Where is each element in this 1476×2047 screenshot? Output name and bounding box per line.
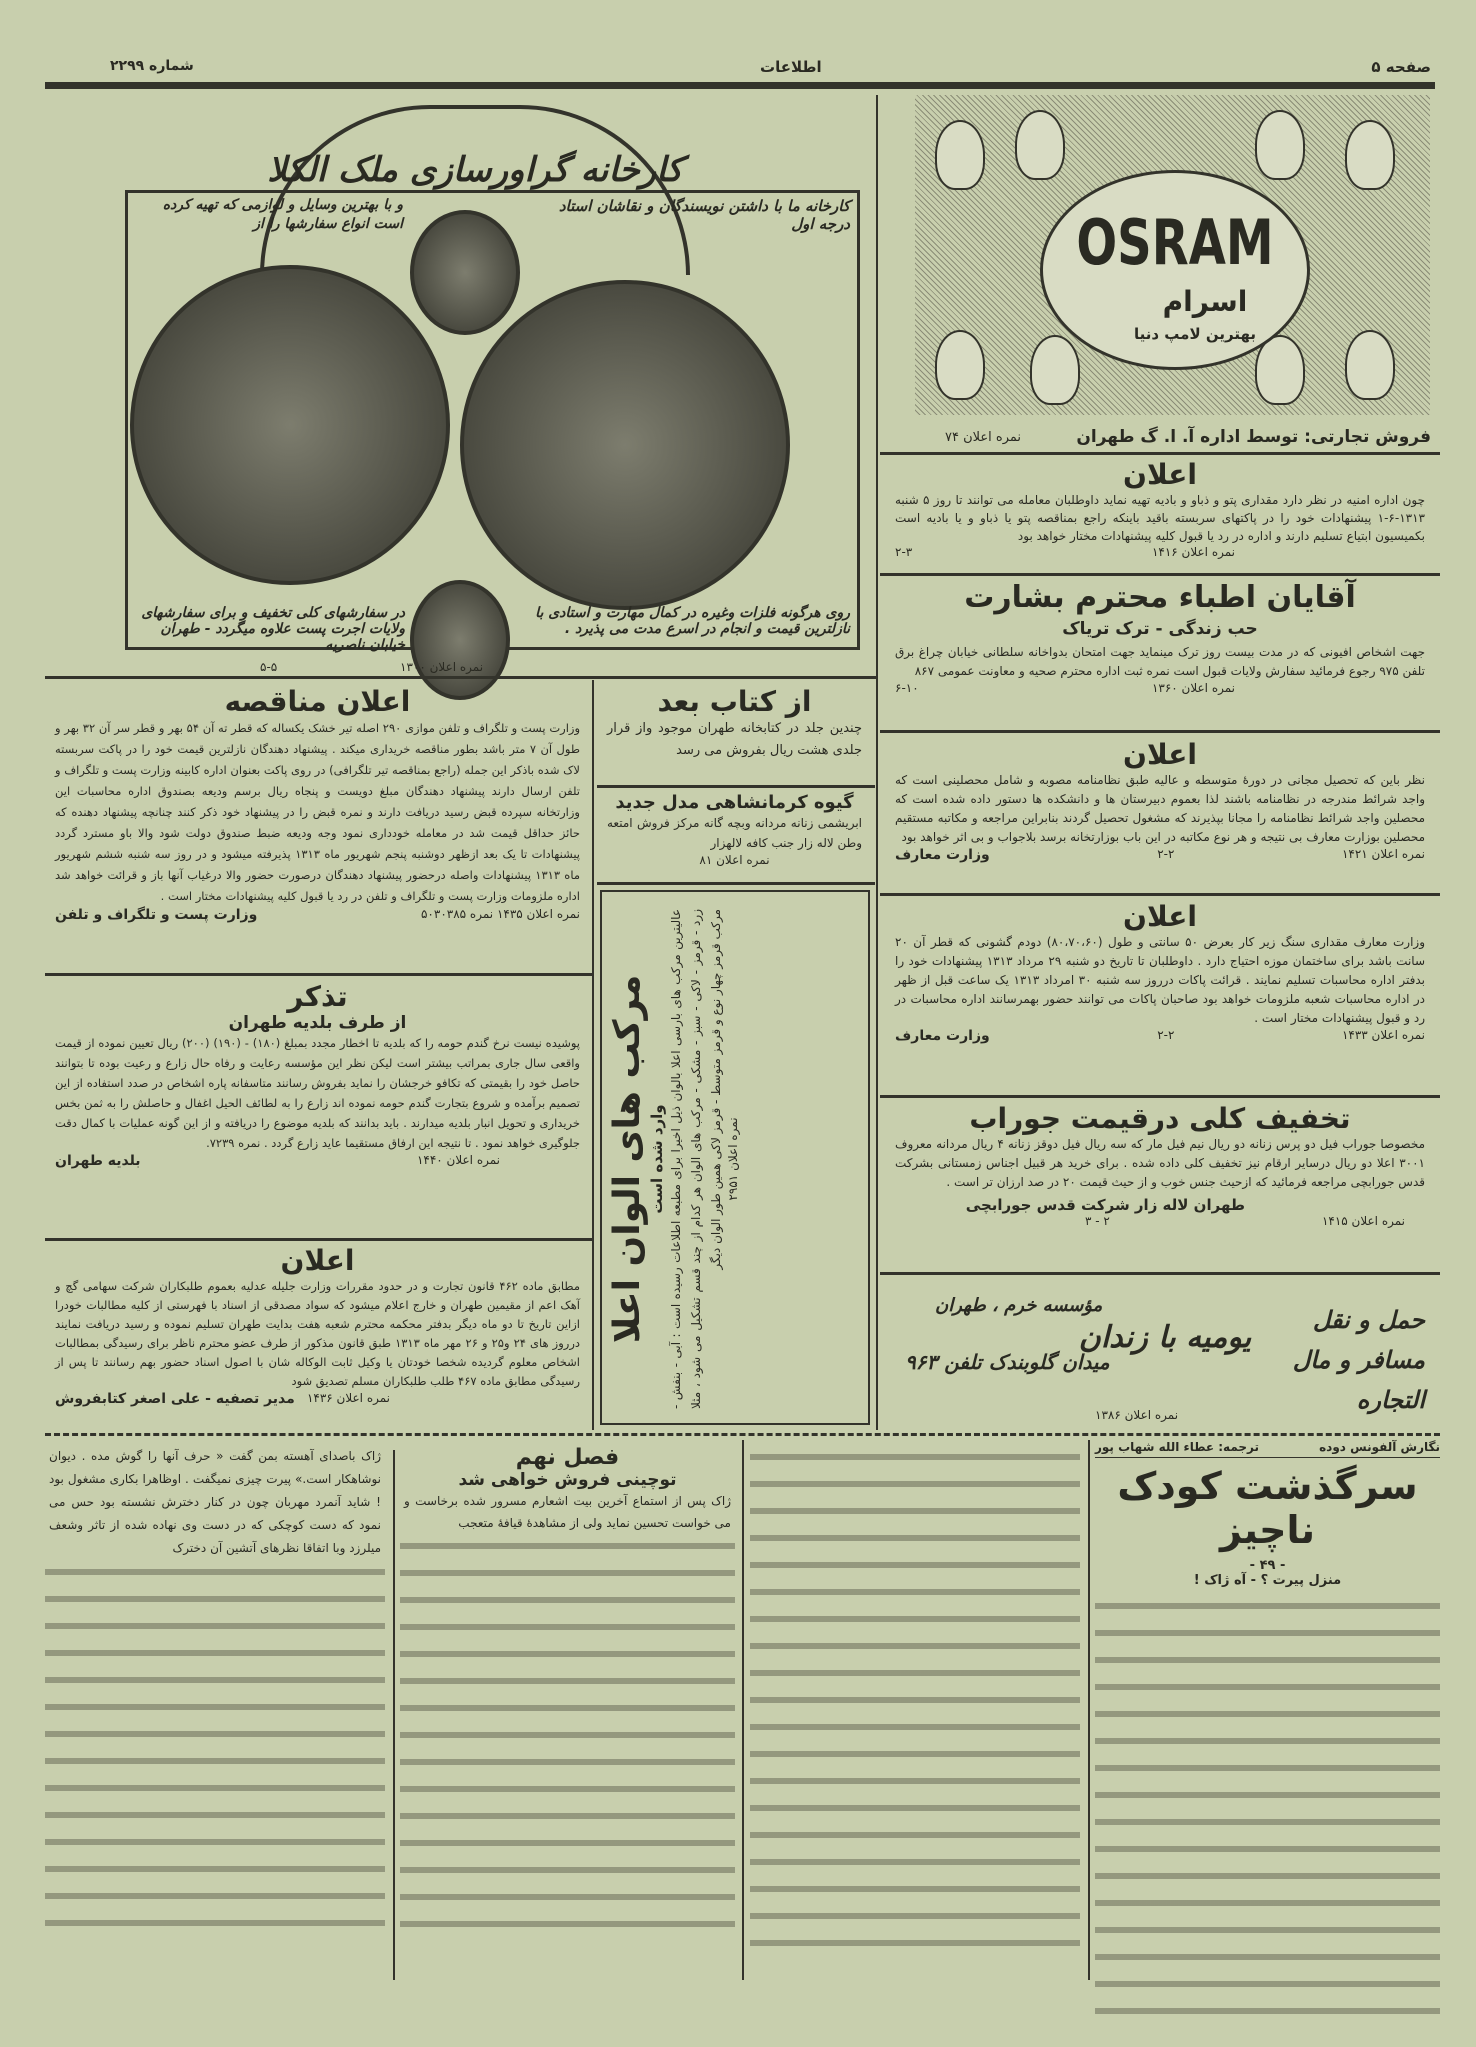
ad-code: ۵-۵ (260, 660, 278, 674)
ad-subtitle: حب زندگی - ترک تریاک (1062, 619, 1258, 639)
ad-number: نمره اعلان ۱۴۱۶ (1151, 545, 1235, 559)
osram-name: اسرام (1162, 285, 1248, 318)
municipality-notice (45, 980, 590, 1169)
notice-signer: وزارت پست و تلگراف و تلفن (55, 907, 258, 923)
ad-code: ۲ - ۳ (1085, 1214, 1110, 1228)
ad-number: نمره اعلان ۱۳۰۰ (400, 660, 484, 674)
book-ad (597, 685, 872, 762)
ad-code: ۲-۲ (1157, 847, 1175, 861)
ad-number: نمره اعلان ۲۹۵۱ (726, 1117, 740, 1201)
portrait-photo-bottom (410, 580, 510, 700)
inks-ad (600, 890, 870, 1425)
notice-education (885, 738, 1435, 863)
ad-title: آقایان اطباء محترم بشارت (964, 580, 1356, 615)
notice-title: اعلان (1123, 458, 1197, 491)
ad-number: نمره اعلان ۱۳۶۰ (1151, 681, 1235, 695)
ad-code: ۶-۱۰ (895, 681, 919, 695)
ad-title: یومیه با زندان (1078, 1320, 1252, 1355)
gravure-ad-title: کارخانه گراورسازی ملک الکلا (267, 150, 683, 190)
column-divider (876, 95, 878, 1430)
ad-code: ۲-۳ (895, 545, 913, 559)
header-rule (45, 82, 1435, 89)
ad-text: میدان گلوبندک تلفن ۹۶۳ (905, 1350, 1110, 1374)
ad-text: مؤسسه خرم ، طهران (935, 1295, 1103, 1316)
workshop-photo-left (130, 265, 450, 585)
ad-number: نمره اعلان ۱۴۲۱ (1341, 847, 1425, 861)
doctors-ad (885, 580, 1435, 695)
ad-body: مخصوصا جوراب فیل دو پرس زنانه دو ریال نیم فیل مار که سه ریال فیل دوقز زنانه ۴ ریال مردانه معروف ۳۰۰۱ اعلا دو ریال درسایر ارقام نیز تخفیف کلی داده شده . برای خرید هر قبیل اجناس زمستانی بشرکت قدس جورابچی مراجعه فرمائید که ازحیث جنس خوب و از حیث قیمت ۲۰ در صد ارزان تر است . (895, 1137, 1426, 1189)
notice-signer: وزارت معارف (895, 847, 990, 863)
newspaper-name: اطلاعات (760, 58, 822, 76)
notice-signer: وزارت معارف (895, 1028, 990, 1044)
ad-subtitle: وارد شده است (648, 1104, 666, 1214)
notice-signer: بلدیه طهران (55, 1153, 141, 1169)
ad-title: گیوه کرمانشاهی مدل جدید (615, 792, 854, 813)
workshop-photo-right (460, 280, 790, 610)
story-author: نگارش آلفونس دوده (1319, 1440, 1440, 1454)
notice-body: پوشیده نیست نرخ گندم حومه را که بلدیه تا اخطار مجدد بمبلغ (۱۸۰) - (۱۹۰) (۲۰۰) ریال تعیین نموده از قیمت واقعی سال جاری بمراتب بیشتر است لیکن نظر این مؤسسه رعایت و رفاه حال زارع و رعیت بوده تا بتوانند حاصل خود را بقیمتی که تکافو خرجشان را نماید بفروش رسانند متاسفانه پاره اشخاص در صدد استفاده از این تصمیم برآمده و شروع بتجارت گندم حومه نموده اند زارع را به لطائف الحیل اغفال و حاصلش را به ثمن بخس خریداری و تحویل انبار بلدیه میدارند . باید بدانند که بلدیه موضوع را دریافته و از این گونه عملیات با کمال دقت جلوگیری خواهد نمود . تا نتیجه این ارفاق مستقیما عاید زارع گردد . نمره ۷۲۳۹. (55, 1036, 580, 1150)
notice-title: اعلان (280, 1244, 355, 1277)
bottom-dashed-rule (45, 1433, 1440, 1436)
issue-number: شماره ۲۲۹۹ (110, 58, 194, 74)
osram-sales: فروش تجارتی: توسط اداره آ. ا. گ طهران (1076, 427, 1431, 447)
ad-number: نمره اعلان ۱۴۳۶ (306, 1391, 390, 1405)
ad-number: نمره اعلان ۱۴۴۰ (416, 1153, 500, 1167)
page-number: صفحه ۵ (1371, 58, 1431, 76)
ad-title: مرکب های الوان اعلا (607, 974, 648, 1344)
ad-number: نمره اعلان ۱۴۳۳ (1341, 1028, 1425, 1042)
story-text-left (45, 1445, 385, 1940)
story-text (1095, 1594, 1440, 2014)
notice-body: مطابق ماده ۴۶۲ قانون تجارت و در حدود مقررات وزارت جلیله عدلیه بعموم طلبکاران شرکت سهامی گچ و آهک اعم از مقیمین طهران و خارج اعلام میشود که سواد مصدقی از اسناد با فهرستی از کلیه مطالبات خودرا ازاین تاریخ تا دو ماه دیگر بدفتر محکمه محترم شعبه هفت بدایت طهران تسلیم نموده و رسید دریافت نمایند درروز های ۲۴ و۲۵ و ۲۶ مهر ماه ۱۳۱۳ طبق قانون مذکور از طرف عضو محترم ناظر برای رسیدگی بمطالبات اشخاص معلوم گردیده شخصا خودتان یا وکیل ثابت الوکاله شان با اصول اسناد حضور بهم رسانند تا پس از رسیدگی مطابق ماده ۴۶۷ طلب طلبکاران مسلم تصدیق شود (55, 1279, 581, 1388)
notice-gendarmerie (885, 458, 1435, 559)
chapter-text: ژاک پس از استماع آخرین بیت اشعارم مسرور شده برخاست و می خواست تحسین نماید ولی از مشاهدهٔ قیافهٔ متعجب (404, 1494, 731, 1530)
transport-ad (885, 1280, 1435, 1430)
portrait-photo (410, 210, 520, 335)
chapter-subtitle: توچینی فروش خواهی شد (458, 1470, 677, 1490)
story-part: - ۴۹ - (1249, 1558, 1286, 1573)
ad-number: نمره اعلان ۸۱ (699, 853, 770, 867)
notice-body: چون اداره امنیه در نظر دارد مقداری پتو و ذباو و بادیه تهیه نماید داوطلبان معامله می توانند تا روز ۵ شنبه ۱۳۱۳-۶-۱ پیشنهادات خود را در پاکتهای سربسته باقید باینکه راجع بمناقصه پتو یا ذباو و یا بادیه است بکمیسیون ابتیاع تسلیم دارند و اداره در رد یا قبول کلیه پیشنهادات مختار خواهد بود (895, 493, 1426, 543)
notice-museum-stone (885, 900, 1435, 1044)
gravure-ad-bottom-left: در سفارشهای کلی تخفیف و برای سفارشهای ولایات اجرت پست علاوه میگردد - طهران خیابان ناصریه (141, 605, 405, 653)
notice-body: نظر باین که تحصیل مجانی در دورهٔ متوسطه و عالیه طبق نظامنامه مصوبه و شامل محصلینی است که واجد شرائط مندرجه در نظامنامه باشند لذا بعموم دبیرستان ها و دانشکده ها دستور داده شده است که محصلین واجد شرائط نظامنامه را مجانا بپذیرند که مشغول تحصیل گردند بنابراین مراجعه و مکاتبه مستقیم محصلین بوزارت معارف بی نتیجه و هر نوع مکاتبه در این باب بوزارتخانه برسد بلاجواب و بی اثر خواهد بود (895, 773, 1425, 844)
column-divider (592, 680, 594, 1430)
ad-number: نمره اعلان ۱۳۸۶ (1095, 1408, 1179, 1422)
ad-number: نمره اعلان ۱۴۱۵ (1321, 1214, 1405, 1228)
ad-number: نمره اعلان ۱۴۳۵ نمره ۵۰۳۰۳۸۵ (420, 907, 580, 921)
ad-text: حمل و نقل مسافر و مال التجاره (1292, 1306, 1425, 1414)
ad-code: ۲-۲ (1157, 1028, 1175, 1042)
notice-title: تذکر (287, 980, 348, 1013)
ad-body: چندین جلد در کتابخانه طهران موجود واز قرار جلدی هشت ریال بفروش می رسد (607, 721, 862, 758)
osram-logo: OSRAM (1076, 206, 1274, 280)
notice-body: وزارت معارف مقداری سنگ زیر کار بعرض ۵۰ سانتی و طول (۸۰،۷۰،۶۰) دودم گشونی که قطر آن ۲۰ سانت باشد برای ساختمان موزه احتیاج دارد . داوطلبان تا تاریخ دو شنبه ۲۹ مرداد ۱۳۱۳ پیشنهادات خود را بدفتر اداره محاسبات تسلیم نمایند . قرائت پاکات درروز سه شنبه ۳۰ امرداد ۱۳۱۳ یک ساعت قبل از ظهر در اداره محاسبات شعبه ملزومات خواهد بود صاحبان پاکات می توانند حضور بهمرسانند اداره محاسبات در رد و قبول پیشنهادات مختار است . (895, 935, 1426, 1025)
gravure-ad-bottom-right: روی هرگونه فلزات وغیره در کمال مهارت و استادی با نازلترین قیمت و انجام در اسرع مدت می پذیرد . (535, 605, 850, 637)
socks-ad (885, 1102, 1435, 1228)
notice-body: وزارت پست و تلگراف و تلفن موازی ۲۹۰ اصله تیر خشک یکساله که قطر ته آن ۵۴ بهر و قطر سر آن ۳۲ بهر و طول آن ۷ متر باشد بطور مناقصه خریداری میکند . پیشنهاد دهندگان نازلترین قیمت خود را در پاکت سربسته لاک شده باذکر این جمله (راجع بمناقصه تیر تلگرافی) در روی پاکت بعنوان اداره کابینه وزارت پست و تلگراف و تلفن ارسال دارند پیشنهاد دهندگان مبلغ دویست و پنجاه ریال برسم ودیعه بصندوق اداره محاسبات این وزارتخانه سپرده قبض رسید دریافت دارند و نمره قبض را در پیشنهاد خود ذکر کنند چنانچه پیشنهاد دهنده که حائز حداقل قیمت شد در معامله خودداری نمود وجه ودیعه ضبط صندوق دولت شود والا باو مسترد گردد پیشنهادات تا یک بعد ازظهر دوشنبه پنجم شهریور ماه ۱۳۱۳ پذیرفته میشود و در روز سه شنبه ششم شهریور ماه ۱۳۱۳ پیشنهادات واصله درحضور پیشنهاد دهندگان درصورت حضور والا درغیاب آنها باز و قرائت خواهد شد اداره ملزومات وزارت پست و تلگراف و تلفن در رد یا قبول کلیه پیشنهادات مختار است . (55, 721, 580, 903)
liquidation-notice (45, 1244, 590, 1407)
notice-subtitle: از طرف بلدیه طهران (228, 1013, 407, 1033)
ad-number: نمره اعلان ۷۴ (945, 430, 1022, 445)
notice-signer: مدیر تصفیه - علی اصغر کتابفروش (55, 1391, 295, 1407)
ad-title: تخفیف کلی درقیمت جوراب (969, 1102, 1351, 1135)
notice-title: اعلان (1123, 900, 1197, 933)
gravure-ad-text-left: و با بهترین وسایل و لوازمی که تهیه کرده است انواع سفارشها را از (162, 197, 403, 232)
notice-title: اعلان مناقصه (224, 685, 411, 718)
serial-story (1095, 1440, 1440, 2014)
giveh-ad (597, 792, 872, 867)
chapter-nine (400, 1445, 735, 1934)
tender-notice (45, 685, 590, 923)
story-translator: ترجمه: عطاء الله شهاب پور (1095, 1440, 1259, 1454)
ad-signer: طهران لاله زار شرکت قدس جورابچی (965, 1196, 1245, 1214)
gravure-ad-text-right: کارخانه ما با داشتن نویسندگان و نقاشان استاد درجه اول (558, 197, 850, 233)
osram-slogan: بهترین لامپ دنیا (1134, 325, 1256, 343)
ad-body: ابریشمی زنانه مردانه وبچه گانه مرکز فروش امتعه وطن لاله زار جنب کافه لالهزار (607, 816, 862, 850)
story-text-column (750, 1445, 1080, 1965)
story-title: سرگذشت کودک ناچیز (1117, 1464, 1418, 1552)
chapter-title: فصل نهم (515, 1445, 620, 1470)
notice-title: اعلان (1123, 738, 1197, 771)
story-text: ژاک باصدای آهسته بمن گفت « حرف آنها را گوش مده . دیوان نوشاهکار است.» پیرت چیزی نمیگفت . اوظاهرا بکاری مشغول بود ! شاید آنمرد مهربان چون در کنار دخترش نشسته بود حس می نمود که دست کوچکی که در دست وی نهاده شده از تاثر وشعف میلرزد وبا اتفاقا نظرهای آتشین آن دخترک (49, 1449, 381, 1555)
ad-body: عالیترین مرکب های بارسی اعلا بالوان ذیل اخیرا برای مطبعه اطلاعات رسیده است : آبی - بنفش - زرد - قرمز - لاکی - سبز - مشکی - مرکب های الوان هر کدام از چند قسم تشکیل می شود ، مثلا مرکب قرمز چهار نوع و قرمز متوسط - قرمز لاکی همین طور الوان دیگر (669, 909, 723, 1409)
story-subhead: منزل پیرت ؟ - آه ژاک ! (1193, 1573, 1342, 1588)
ad-body: جهت اشخاص افیونی که در مدت بیست روز ترک مینماید جهت امتحان بدواخانه سلطانی خیابان چراغ برق تلفن ۹۷۵ رجوع فرمائید سفارش ولایات قبول است نمره ثبت اداره محترم صحیه و معاونت عمومی ۸۶۷ (895, 645, 1425, 678)
ad-title: از کتاب بعد (657, 685, 812, 718)
